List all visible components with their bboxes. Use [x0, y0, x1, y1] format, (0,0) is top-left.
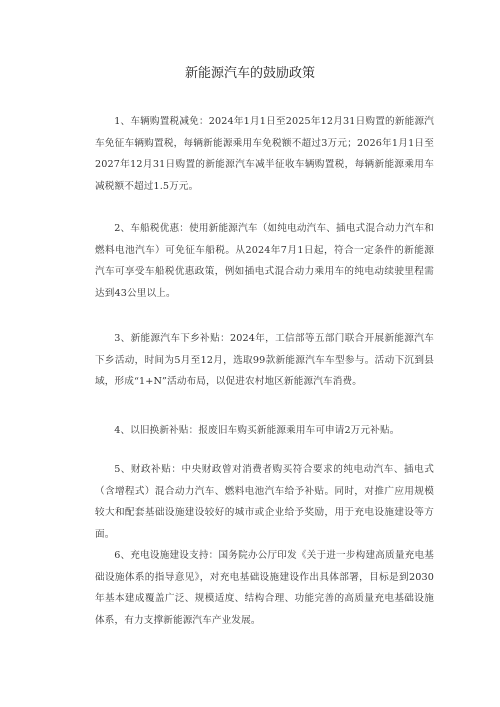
policy-paragraph-trade-in-subsidy: 4、以旧换新补贴：报废旧车购买新能源乘用车可申请2万元补贴。: [114, 425, 400, 436]
policy-paragraph-purchase-tax: 1、车辆购置税减免：2024年1月1日至2025年12月31日购置的新能源汽车免征车辆购置税，每辆新能源乘用车免税额不超过3万元；2026年1月1日至2027年12月31日购置的新能源汽车减半征收车辆购置税，每辆新能源乘用车减税额不超过1.5万元。: [95, 116, 434, 192]
policy-paragraph-rural-subsidy: 3、新能源汽车下乡补贴：2024年，工信部等五部门联合开展新能源汽车下乡活动，时间为5月至12月，选取99款新能源汽车车型参与。活动下沉到县域，形成“1+N”活动布局，以促进农村地区新能源汽车消费。: [95, 333, 434, 387]
policy-paragraph-fiscal-subsidy: 5、财政补贴：中央财政曾对消费者购买符合要求的纯电动汽车、插电式（含增程式）混合动力汽车、燃料电池汽车给予补贴。同时，对推广应用规模较大和配套基础设施建设较好的城市或企业给予奖励，用于充电设施建设等方面。: [95, 464, 434, 540]
policy-paragraph-charging-infrastructure: 6、充电设施建设支持：国务院办公厅印发《关于进一步构建高质量充电基础设施体系的指导意见》，对充电基础设施建设作出具体部署，目标是到2030年基本建成覆盖广泛、规模适度、结构合理、功能完善的高质量充电基础设施体系，有力支撑新能源汽车产业发展。: [95, 550, 434, 626]
document-title: 新能源汽车的鼓励政策: [184, 66, 315, 81]
policy-paragraph-vehicle-vessel-tax: 2、车船税优惠：使用新能源汽车（如纯电动汽车、插电式混合动力汽车和燃料电池汽车）可免征车船税。从2024年7月1日起，符合一定条件的新能源汽车可享受车船税优惠政策，例如插电式混合动力乘用车的纯电动续驶里程需达到43公里以上。: [95, 223, 434, 299]
